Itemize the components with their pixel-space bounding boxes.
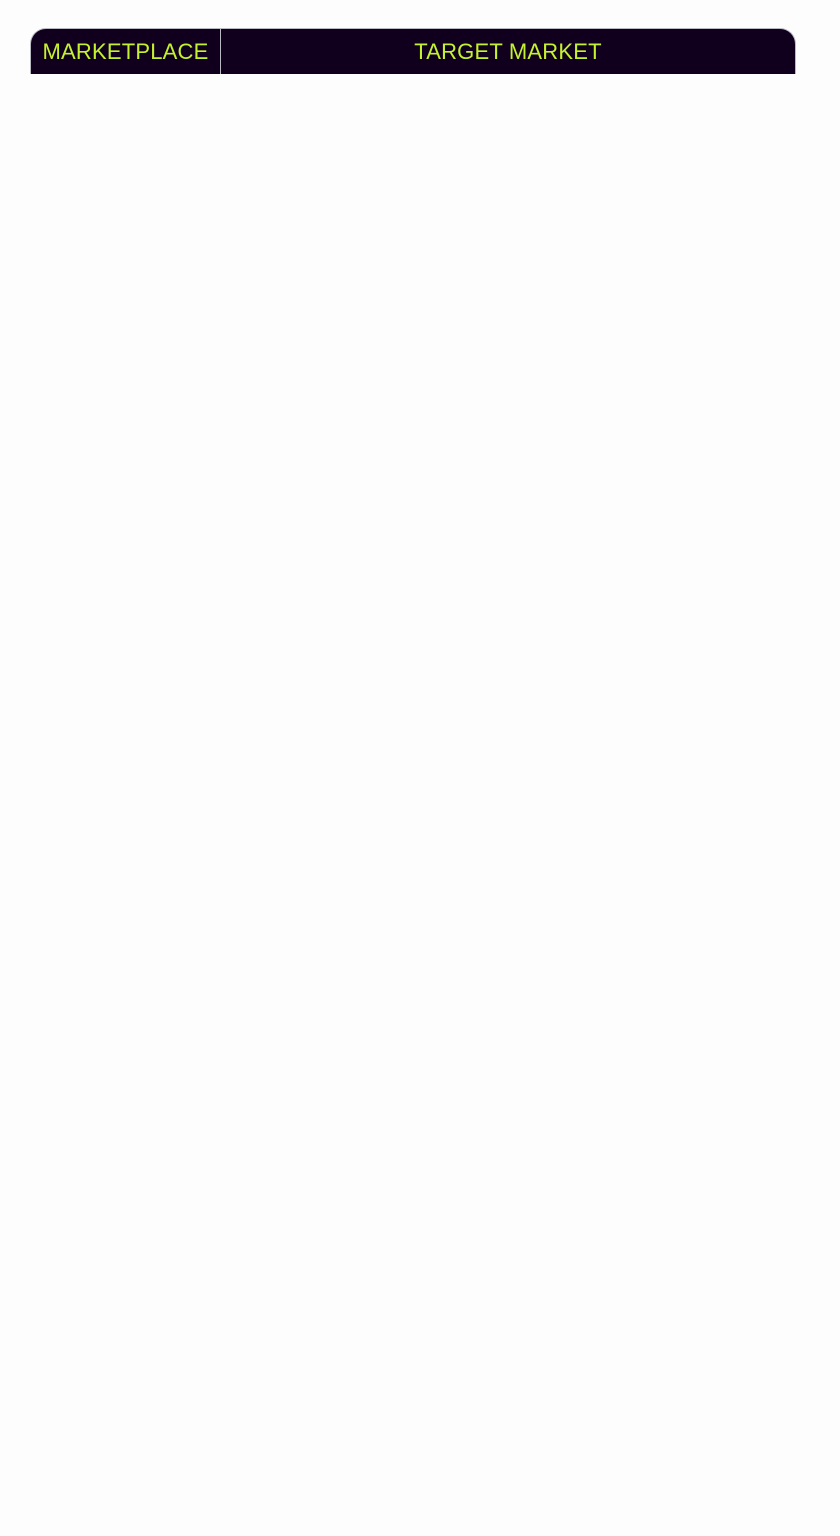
column-header-marketplace[interactable]: MARKETPLACE — [31, 29, 221, 74]
table-header — [30, 28, 796, 74]
column-header-target-market[interactable]: TARGET MARKET — [414, 38, 602, 64]
